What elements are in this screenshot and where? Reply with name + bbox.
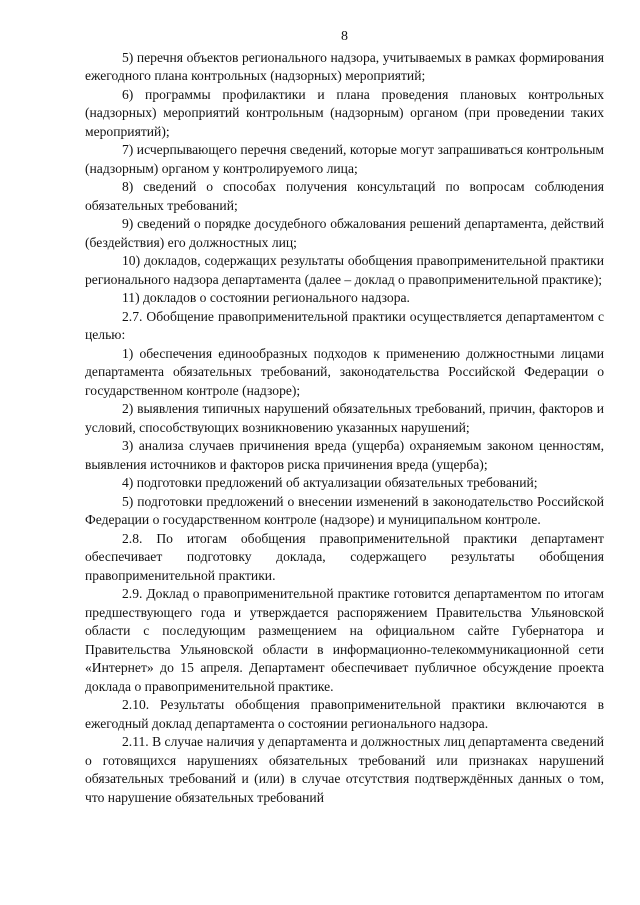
paragraph: 1) обеспечения единообразных подходов к применению должностными лицами департамента обязательных требований, законодательства Российской Федерации о государственном контроле (надзоре); xyxy=(85,345,604,398)
paragraph: 10) докладов, содержащих результаты обобщения правоприменительной практики регионального надзора департамента (далее – доклад о правоприменительной практике); xyxy=(85,253,604,287)
paragraph: 2) выявления типичных нарушений обязательных требований, причин, факторов и условий, способствующих возникновению указанных нарушений; xyxy=(85,401,604,435)
paragraph: 2.10. Результаты обобщения правоприменительной практики включаются в ежегодный доклад департамента о состоянии регионального надзора. xyxy=(85,697,604,731)
paragraph: 7) исчерпывающего перечня сведений, которые могут запрашиваться контрольным (надзорным) органом у контролируемого лица; xyxy=(85,142,604,176)
page-number: 8 xyxy=(341,29,348,44)
paragraph: 2.9. Доклад о правоприменительной практике готовится департаментом по итогам предшествующего года и утверждается распоряжением Правительства Ульяновской области с последующим размещением на официальном сайте Губернатора и Правительства Ульяновской области в информационно-телекоммуникационной сети «Интернет» до 15 апреля. Департамент обеспечивает публичное обсуждение проекта доклада о правоприменительной практике. xyxy=(85,586,604,694)
paragraph: 8) сведений о способах получения консультаций по вопросам соблюдения обязательных требований; xyxy=(85,179,604,213)
paragraph: 3) анализа случаев причинения вреда (ущерба) охраняемым законом ценностям, выявления источников и факторов риска причинения вреда (ущерба); xyxy=(85,438,604,472)
paragraph: 11) докладов о состоянии регионального надзора. xyxy=(122,290,410,305)
paragraph: 5) подготовки предложений о внесении изменений в законодательство Российской Федерации о государственном контроле (надзоре) и муниципальном контроле. xyxy=(85,493,604,527)
paragraph: 6) программы профилактики и плана проведения плановых контрольных (надзорных) мероприятий контрольным (надзорным) органом (при проведении таких мероприятий); xyxy=(85,86,604,139)
paragraph: 2.11. В случае наличия у департамента и должностных лиц департамента сведений о готовящихся нарушениях обязательных требований или признаках нарушений обязательных требований и (или) в случае отсутствия подтверждённых данных о том, что нарушение обязательных требований xyxy=(85,734,604,805)
paragraph: 2.7. Обобщение правоприменительной практики осуществляется департаментом с целью: xyxy=(85,308,604,342)
paragraph: 5) перечня объектов регионального надзора, учитываемых в рамках формирования ежегодного плана контрольных (надзорных) мероприятий; xyxy=(85,49,604,83)
paragraph: 2.8. По итогам обобщения правоприменительной практики департамент обеспечивает подготовку доклада, содержащего результаты обобщения правоприменительной практики. xyxy=(85,530,604,583)
paragraph: 9) сведений о порядке досудебного обжалования решений департамента, действий (бездействия) его должностных лиц; xyxy=(85,216,604,250)
paragraph: 4) подготовки предложений об актуализации обязательных требований; xyxy=(122,475,538,490)
